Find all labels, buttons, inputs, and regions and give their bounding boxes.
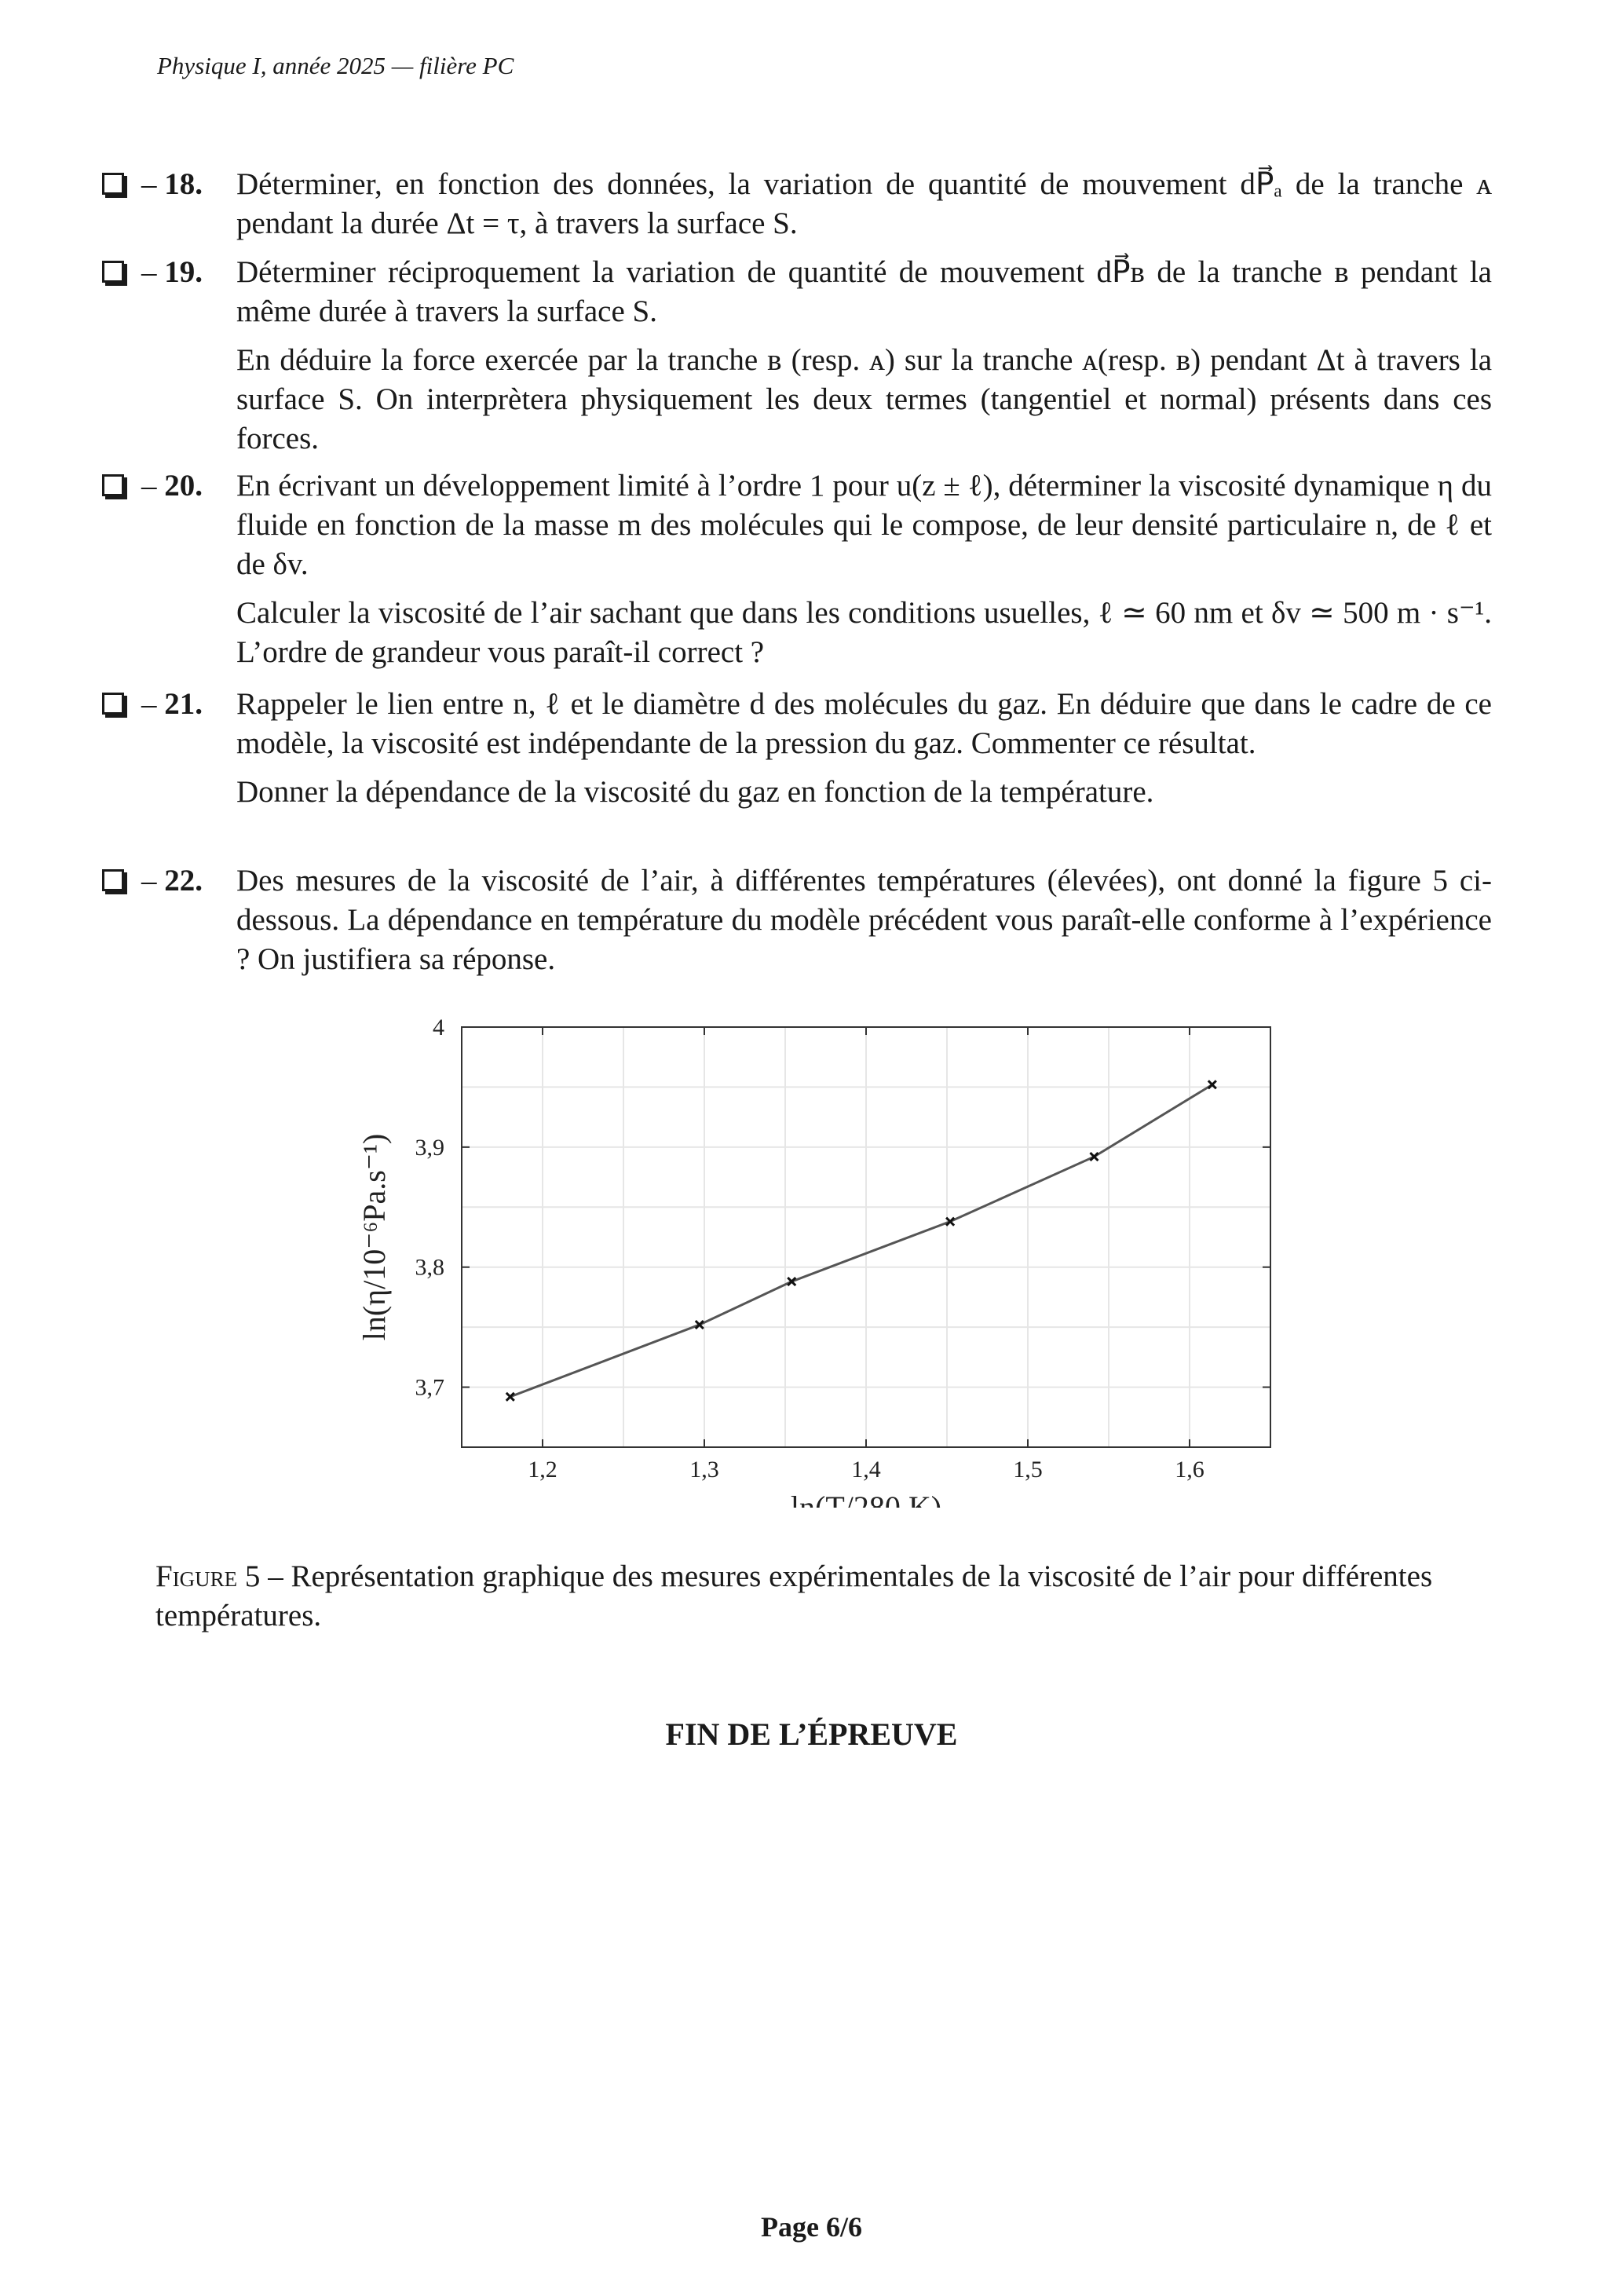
question-text: Calculer la viscosité de l’air sachant que dans les conditions usuelles, ℓ ≃ 60 nm et δv ≃ 500 m · s⁻¹. L’ordre de grandeur vous paraît-il correct ? (236, 596, 1492, 669)
x-tick-label: 1,6 (1175, 1457, 1204, 1483)
question-20 (102, 466, 1492, 682)
question-text: Rappeler le lien entre n, ℓ et le diamètre d des molécules du gaz. En déduire que dans le cadre de ce modèle, la viscosité est indépendante de la pression du gaz. Commenter ce résultat. (236, 687, 1492, 760)
checkbox-icon (102, 173, 124, 195)
question-text: Donner la dépendance de la viscosité du gaz en fonction de la température. (236, 775, 1154, 809)
page-header: Physique I, année 2025 — filière PC (157, 52, 514, 79)
checkbox-icon (102, 693, 124, 715)
caption-text: – Représentation graphique des mesures expérimentales de la viscosité de l’air pour différentes températures. (155, 1559, 1433, 1632)
question-text: Déterminer, en fonction des données, la variation de quantité de mouvement dP⃗ₐ de la tranche ᴀ pendant la durée Δt = τ, à travers la surface S. (236, 167, 1492, 240)
checkbox-icon (102, 869, 124, 891)
x-tick-label: 1,4 (851, 1457, 881, 1483)
question-text: En déduire la force exercée par la tranche ʙ (resp. ᴀ) sur la tranche ᴀ(resp. ʙ) pendant Δt à travers la surface S. On interprètera physiquement les deux termes (tangentiel et normal) présents dans ces forces. (236, 343, 1492, 455)
end-of-exam: FIN DE L’ÉPREUVE (665, 1717, 958, 1752)
x-tick-label: 1,5 (1013, 1457, 1043, 1483)
figure-5 (330, 989, 1303, 1508)
y-axis-label: ln(η/10⁻⁶Pa.s⁻¹) (356, 1133, 392, 1341)
question-number: 22 (164, 864, 196, 898)
y-tick-label: 3,7 (415, 1374, 444, 1401)
viscosity-chart (330, 989, 1303, 1508)
question-21 (102, 685, 1492, 821)
figure-caption (155, 1557, 1475, 1636)
question-text: Des mesures de la viscosité de l’air, à différentes températures (élevées), ont donné la figure 5 ci-dessous. La dépendance en température du modèle précédent vous paraît-elle conforme à l’expérience ? On justifiera sa réponse. (236, 864, 1492, 976)
data-series-line (510, 1084, 1212, 1396)
question-22 (102, 861, 1492, 989)
y-tick-label: 3,9 (415, 1134, 444, 1161)
checkbox-icon (102, 474, 124, 496)
x-tick-label: 1,2 (528, 1457, 557, 1483)
question-number: 20 (164, 469, 196, 503)
question-18 (102, 165, 1492, 253)
question-marker: – 20. (102, 466, 203, 506)
question-marker: – 19. (102, 253, 203, 292)
question-number: 18 (164, 167, 196, 201)
y-tick-label: 3,8 (415, 1254, 444, 1281)
page-number: Page 6/6 (761, 2211, 862, 2243)
question-19 (102, 253, 1492, 468)
x-axis-label: ln(T/280 K) (790, 1490, 942, 1508)
question-text: En écrivant un développement limité à l’ordre 1 pour u(z ± ℓ), déterminer la viscosité dynamique η du fluide en fonction de la masse m des molécules qui le compose, de leur densité particulaire n, de ℓ et de δv. (236, 469, 1492, 581)
caption-label: Figure 5 (155, 1559, 261, 1593)
y-tick-label: 4 (433, 1015, 444, 1040)
question-marker: – 18. (102, 165, 203, 204)
x-tick-label: 1,3 (689, 1457, 719, 1483)
question-marker: – 21. (102, 685, 203, 724)
question-number: 19 (164, 255, 196, 289)
question-text: Déterminer réciproquement la variation de quantité de mouvement dP⃗ʙ de la tranche ʙ pendant la même durée à travers la surface S. (236, 255, 1492, 328)
question-marker: – 22. (102, 861, 203, 901)
question-number: 21 (164, 687, 196, 721)
checkbox-icon (102, 261, 124, 283)
